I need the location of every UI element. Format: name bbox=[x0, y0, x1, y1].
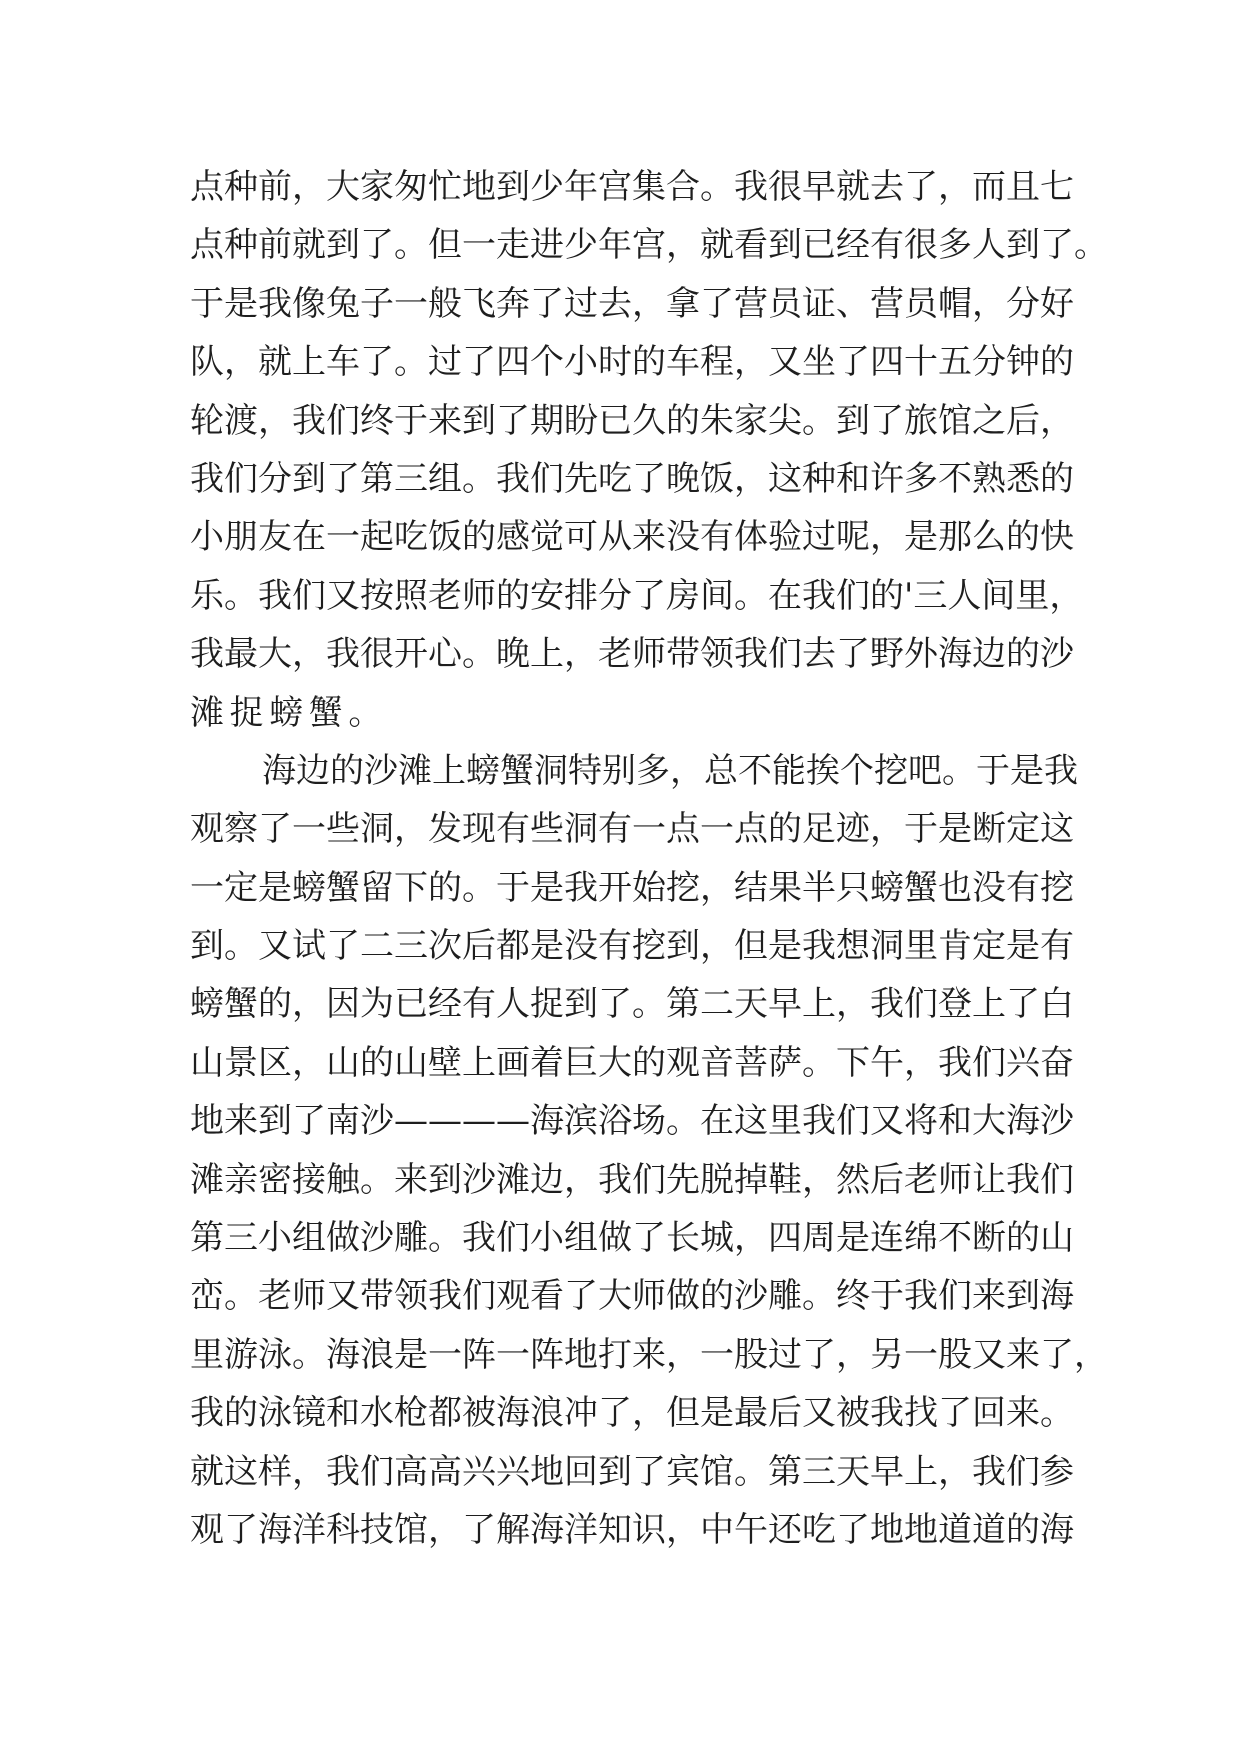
text-line: 于是我像兔子一般飞奔了过去，拿了营员证、营员帽，分好 bbox=[190, 283, 1074, 324]
text-line: 里游泳。海浪是一阵一阵地打来，一股过了，另一股又来了， bbox=[190, 1334, 1108, 1375]
text-line: 山景区，山的山壁上画着巨大的观音菩萨。下午，我们兴奋 bbox=[190, 1042, 1074, 1083]
text-line: 队，就上车了。过了四个小时的车程，又坐了四十五分钟的 bbox=[190, 342, 1074, 383]
text-line: 到。又试了二三次后都是没有挖到，但是我想洞里肯定是有 bbox=[190, 926, 1074, 967]
text-line: 一定是螃蟹留下的。于是我开始挖，结果半只螃蟹也没有挖 bbox=[190, 867, 1074, 908]
text-line: 点种前，大家匆忙地到少年宫集合。我很早就去了，而且七 bbox=[190, 167, 1074, 207]
text-line: 观了海洋科技馆，了解海洋知识，中午还吃了地地道道的海 bbox=[190, 1509, 1074, 1550]
text-line: 我们分到了第三组。我们先吃了晚饭，这种和许多不熟悉的 bbox=[190, 458, 1074, 499]
text-line: 螃蟹的，因为已经有人捉到了。第二天早上，我们登上了白 bbox=[190, 984, 1074, 1025]
text-line: 地来到了南沙————海滨浴场。在这里我们又将和大海沙 bbox=[190, 1101, 1074, 1142]
body-text bbox=[190, 158, 1108, 1559]
text-line: 海边的沙滩上螃蟹洞特别多，总不能挨个挖吧。于是我 bbox=[262, 750, 1078, 791]
text-line: 滩亲密接触。来到沙滩边，我们先脱掉鞋，然后老师让我们 bbox=[190, 1159, 1074, 1200]
text-line: 小朋友在一起吃饭的感觉可从来没有体验过呢，是那么的快 bbox=[190, 517, 1074, 558]
text-line: 第三小组做沙雕。我们小组做了长城，四周是连绵不断的山 bbox=[190, 1218, 1074, 1259]
text-line: 我最大，我很开心。晚上，老师带领我们去了野外海边的沙 bbox=[190, 634, 1074, 675]
text-line: 我的泳镜和水枪都被海浪冲了，但是最后又被我找了回来。 bbox=[190, 1393, 1074, 1434]
text-line: 轮渡，我们终于来到了期盼已久的朱家尖。到了旅馆之后， bbox=[190, 400, 1074, 441]
text-line: 峦。老师又带领我们观看了大师做的沙雕。终于我们来到海 bbox=[190, 1276, 1074, 1317]
paragraph-1 bbox=[190, 158, 1108, 742]
text-line: 点种前就到了。但一走进少年宫，就看到已经有很多人到了。 bbox=[190, 225, 1108, 266]
text-line: 观察了一些洞，发现有些洞有一点一点的足迹，于是断定这 bbox=[190, 809, 1074, 850]
text-line: 乐。我们又按照老师的安排分了房间。在我们的'三人间里， bbox=[190, 575, 1084, 616]
paragraph-2 bbox=[190, 742, 1108, 1559]
text-line: 滩捉螃蟹。 bbox=[190, 692, 388, 733]
text-line: 就这样，我们高高兴兴地回到了宾馆。第三天早上，我们参 bbox=[190, 1451, 1074, 1492]
